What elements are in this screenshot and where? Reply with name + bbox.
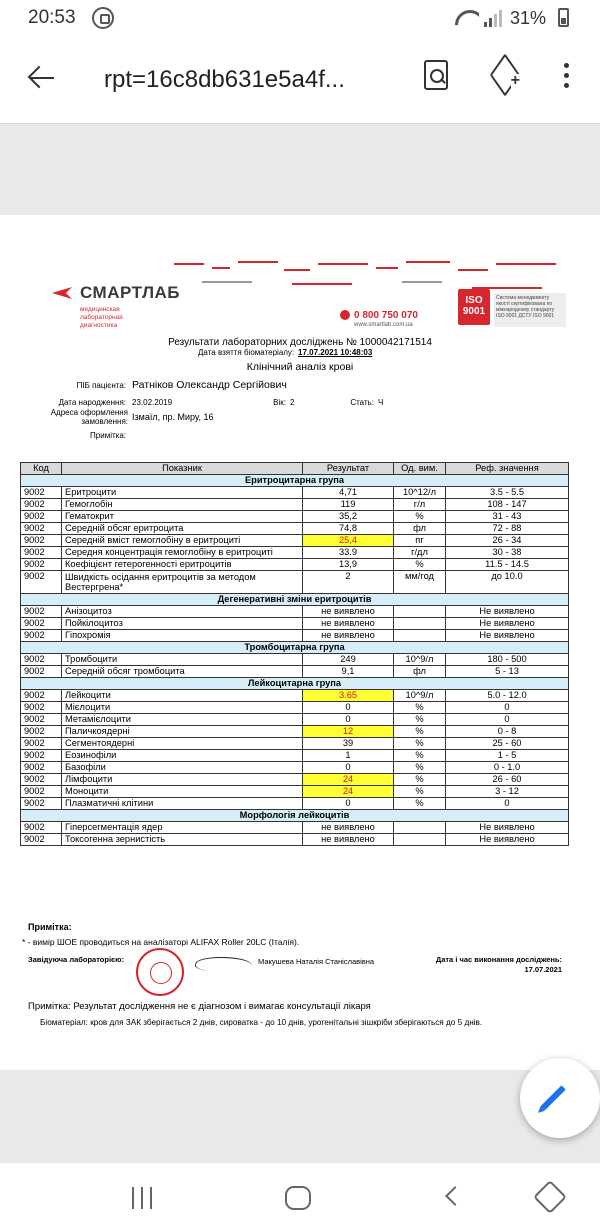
group-row-degen <box>21 594 569 606</box>
table-row <box>21 714 569 726</box>
dob-label: Дата народження: <box>58 398 126 407</box>
cell-unit: % <box>394 702 446 714</box>
cell-code: 9002 <box>21 666 62 678</box>
table-row <box>21 822 569 834</box>
cell-unit: % <box>394 559 446 571</box>
viber-icon <box>92 7 114 29</box>
battery-percent: 31% <box>510 8 547 28</box>
cell-ref: 31 - 43 <box>446 511 569 523</box>
cell-name: Гіперсегментація ядер <box>62 822 303 834</box>
document-page[interactable] <box>0 215 600 1070</box>
address-value: Ізмаїл, пр. Миру, 16 <box>132 412 214 422</box>
cell-code: 9002 <box>21 499 62 511</box>
group-title: Тромбоцитарна група <box>21 642 569 654</box>
cell-result: 74,8 <box>303 523 394 535</box>
cell-unit: % <box>394 726 446 738</box>
cell-code: 9002 <box>21 547 62 559</box>
cell-unit: фл <box>394 666 446 678</box>
system-nav-bar <box>0 1163 600 1232</box>
cell-unit <box>394 606 446 618</box>
cell-ref: Не виявлено <box>446 630 569 642</box>
home-icon[interactable] <box>285 1186 311 1210</box>
iso-description: Система менеджменту якості сертифікована по міжнародному стандарту ISO 9001 ДСТУ ISO 9001 <box>494 293 566 327</box>
header-code: Код <box>21 463 62 475</box>
bio-date-value: 17.07.2021 10:48:03 <box>298 348 373 357</box>
cell-result: 0 <box>303 762 394 774</box>
cell-code: 9002 <box>21 559 62 571</box>
cell-ref: 0 - 8 <box>446 726 569 738</box>
cell-ref: 11.5 - 14.5 <box>446 559 569 571</box>
lab-logo-name: СМАРТЛАБ <box>80 283 180 302</box>
patient-name-label: ПІБ пацієнта: <box>76 381 126 390</box>
group-title: Еритроцитарна група <box>21 475 569 487</box>
cell-code: 9002 <box>21 702 62 714</box>
cell-result: не виявлено <box>303 606 394 618</box>
cell-name: Гемоглобін <box>62 499 303 511</box>
recents-icon[interactable] <box>132 1187 154 1209</box>
cell-result: не виявлено <box>303 630 394 642</box>
age-label: Вік: <box>273 398 286 407</box>
cell-unit: г/л <box>394 499 446 511</box>
cell-unit: фл <box>394 523 446 535</box>
cell-code: 9002 <box>21 714 62 726</box>
cell-ref: Не виявлено <box>446 822 569 834</box>
cell-unit: % <box>394 798 446 810</box>
cell-result: 13,9 <box>303 559 394 571</box>
cell-ref: 0 - 1.0 <box>446 762 569 774</box>
app-bar <box>0 36 600 124</box>
group-row-erythro <box>21 475 569 487</box>
cell-code: 9002 <box>21 630 62 642</box>
table-row <box>21 606 569 618</box>
cell-result: 35,2 <box>303 511 394 523</box>
cell-ref: 30 - 38 <box>446 547 569 559</box>
cell-unit <box>394 618 446 630</box>
address-label: Адреса оформлення замовлення: <box>50 408 128 426</box>
table-row <box>21 487 569 499</box>
cell-unit: % <box>394 774 446 786</box>
table-row <box>21 726 569 738</box>
cell-ref: Не виявлено <box>446 606 569 618</box>
cell-unit: % <box>394 511 446 523</box>
sex-value: Ч <box>378 398 384 407</box>
group-row-morph <box>21 810 569 822</box>
cell-ref: 3.5 - 5.5 <box>446 487 569 499</box>
back-icon[interactable] <box>28 64 56 92</box>
cell-ref: 26 - 60 <box>446 774 569 786</box>
cell-name: Коефіцієнт гетерогенності еритроцитів <box>62 559 303 571</box>
header-indicator: Показник <box>62 463 303 475</box>
cell-unit <box>394 630 446 642</box>
table-row <box>21 666 569 678</box>
cell-ref: 3 - 12 <box>446 786 569 798</box>
cell-result: не виявлено <box>303 834 394 846</box>
cell-result-flagged: 25,4 <box>303 535 394 547</box>
cell-code: 9002 <box>21 774 62 786</box>
lab-stamp <box>136 948 184 996</box>
edit-fab-button[interactable] <box>520 1058 600 1138</box>
table-row <box>21 511 569 523</box>
cell-code: 9002 <box>21 750 62 762</box>
status-time: 20:53 <box>28 7 76 28</box>
cell-name: Еритроцити <box>62 487 303 499</box>
table-row <box>21 630 569 642</box>
cell-ref: Не виявлено <box>446 834 569 846</box>
cell-name: Тромбоцити <box>62 654 303 666</box>
cell-result: 1 <box>303 750 394 762</box>
notes-label: Примітка: <box>90 431 126 440</box>
cell-result: 0 <box>303 702 394 714</box>
search-doc-icon[interactable] <box>424 60 448 90</box>
cell-ref: 108 - 147 <box>446 499 569 511</box>
cell-result: 2 <box>303 571 394 594</box>
lab-website: www.smartlab.com.ua <box>354 322 413 328</box>
diagnosis-remark: Примітка: Результат дослідження не є діагнозом і вимагає консультації лікаря <box>28 1001 371 1012</box>
cell-ref: 180 - 500 <box>446 654 569 666</box>
cell-result: 4,71 <box>303 487 394 499</box>
cell-code: 9002 <box>21 654 62 666</box>
cell-unit: 10^9/л <box>394 654 446 666</box>
rotate-icon[interactable] <box>533 1180 567 1214</box>
cell-result: 0 <box>303 798 394 810</box>
cell-unit <box>394 822 446 834</box>
cell-ref: 72 - 88 <box>446 523 569 535</box>
cell-name: Плазматичні клітини <box>62 798 303 810</box>
cell-unit: % <box>394 714 446 726</box>
cell-ref: 5 - 13 <box>446 666 569 678</box>
cell-name: Мієлоцити <box>62 702 303 714</box>
cell-code: 9002 <box>21 571 62 594</box>
cell-result: не виявлено <box>303 618 394 630</box>
cell-unit: г/дл <box>394 547 446 559</box>
cell-name: Метамієлоцити <box>62 714 303 726</box>
table-row <box>21 654 569 666</box>
cell-code: 9002 <box>21 690 62 702</box>
completion-date: 17.07.2021 <box>524 965 562 974</box>
cell-code: 9002 <box>21 535 62 547</box>
cell-code: 9002 <box>21 511 62 523</box>
table-row <box>21 738 569 750</box>
patient-name: Ратніков Олександр Сергійович <box>132 379 287 391</box>
cell-unit: % <box>394 750 446 762</box>
completion-label: Дата і час виконання досліджень: <box>435 955 562 964</box>
cell-result-flagged: 24 <box>303 774 394 786</box>
logo-icon <box>52 285 74 301</box>
cell-name: Середній обсяг еритроцита <box>62 523 303 535</box>
notes-heading: Примітка: <box>28 922 72 932</box>
table-row <box>21 762 569 774</box>
table-row <box>21 774 569 786</box>
report-subtitle: Клінічний аналіз крові <box>246 361 354 373</box>
signature <box>195 953 255 975</box>
table-header-row <box>21 463 569 475</box>
phone-icon <box>340 310 350 320</box>
cell-unit: 10^9/л <box>394 690 446 702</box>
dob-value: 23.02.2019 <box>132 398 173 407</box>
group-row-leuko <box>21 678 569 690</box>
status-bar <box>0 0 600 36</box>
cell-ref: 25 - 60 <box>446 738 569 750</box>
group-title: Лейкоцитарна група <box>21 678 569 690</box>
cell-unit: 10^12/л <box>394 487 446 499</box>
group-title: Морфологія лейкоцитів <box>21 810 569 822</box>
cell-unit: мм/год <box>394 571 446 594</box>
more-icon[interactable] <box>564 63 570 89</box>
table-row <box>21 547 569 559</box>
footnote: * - вимір ШОЕ проводиться на аналізаторі ALIFAX Roller 20LC (Італія). <box>22 937 300 947</box>
back-nav-icon[interactable] <box>445 1186 465 1206</box>
cell-name: Анізоцитоз <box>62 606 303 618</box>
cell-code: 9002 <box>21 726 62 738</box>
header-reference: Реф. значення <box>446 463 569 475</box>
storage-note: Біоматеріал: кров для ЗАК зберігається 2 днів, сироватка - до 10 днів, урогенітальні зішкріби зберігаються до 5 днів. <box>40 1018 483 1027</box>
header-result: Результат <box>303 463 394 475</box>
cell-result: 33.9 <box>303 547 394 559</box>
cell-ref: 0 <box>446 702 569 714</box>
cell-unit: пг <box>394 535 446 547</box>
cell-name: Лейкоцити <box>62 690 303 702</box>
cell-result: 249 <box>303 654 394 666</box>
cell-name: Токсогенна зернистість <box>62 834 303 846</box>
cell-ref: 26 - 34 <box>446 535 569 547</box>
cell-name: Середня концентрація гемоглобіну в еритроциті <box>62 547 303 559</box>
cell-code: 9002 <box>21 618 62 630</box>
bio-date-label: Дата взяття біоматеріалу: <box>198 348 295 357</box>
cell-code: 9002 <box>21 834 62 846</box>
cell-result: 0 <box>303 714 394 726</box>
table-row <box>21 786 569 798</box>
table-row <box>21 690 569 702</box>
iso-badge-icon: ISO 9001 <box>458 289 490 325</box>
cell-result: 119 <box>303 499 394 511</box>
lab-head-label: Завідуюча лабораторією: <box>28 955 125 964</box>
cell-name: Базофіли <box>62 762 303 774</box>
cell-result: 39 <box>303 738 394 750</box>
cell-name: Пойкілоцитоз <box>62 618 303 630</box>
results-table <box>20 462 569 846</box>
group-row-thrombo <box>21 642 569 654</box>
lab-logo-tagline: медицинская лабораторная диагностика <box>80 306 123 329</box>
cell-name: Гіпохромія <box>62 630 303 642</box>
cell-name: Гематокрит <box>62 511 303 523</box>
cell-ref: до 10.0 <box>446 571 569 594</box>
cell-name: Сегментоядерні <box>62 738 303 750</box>
cell-code: 9002 <box>21 523 62 535</box>
cell-result-flagged: 3.65 <box>303 690 394 702</box>
cell-name: Моноцити <box>62 786 303 798</box>
cell-name: Середній обсяг тромбоцита <box>62 666 303 678</box>
cell-name: Еозинофіли <box>62 750 303 762</box>
cell-ref: 0 <box>446 714 569 726</box>
cell-name: Швидкість осідання еритроцитів за методом Вестергрена* <box>62 571 303 594</box>
cell-code: 9002 <box>21 606 62 618</box>
cell-ref: 0 <box>446 798 569 810</box>
cell-unit: % <box>394 786 446 798</box>
cell-unit: % <box>394 762 446 774</box>
cell-unit <box>394 834 446 846</box>
lab-head-name: Макушева Наталія Станіславівна <box>258 957 375 966</box>
table-row <box>21 618 569 630</box>
table-row <box>21 571 569 594</box>
cell-result: 9,1 <box>303 666 394 678</box>
age-value: 2 <box>290 398 295 407</box>
table-row <box>21 750 569 762</box>
cell-result-flagged: 24 <box>303 786 394 798</box>
table-row <box>21 559 569 571</box>
table-row <box>21 798 569 810</box>
table-row <box>21 499 569 511</box>
group-title: Дегенеративні зміни еритроцитів <box>21 594 569 606</box>
cell-name: Лімфоцити <box>62 774 303 786</box>
document-title: rpt=16c8db631e5a4f... <box>104 66 345 93</box>
cell-code: 9002 <box>21 786 62 798</box>
cell-ref: 1 - 5 <box>446 750 569 762</box>
cell-code: 9002 <box>21 738 62 750</box>
header-unit: Од. вим. <box>394 463 446 475</box>
cell-ref: 5.0 - 12.0 <box>446 690 569 702</box>
cell-code: 9002 <box>21 487 62 499</box>
cell-name: Паличкоядерні <box>62 726 303 738</box>
table-row <box>21 702 569 714</box>
cell-code: 9002 <box>21 798 62 810</box>
table-row <box>21 523 569 535</box>
wifi-icon <box>455 8 479 28</box>
cell-result: не виявлено <box>303 822 394 834</box>
sex-label: Стать: <box>350 398 374 407</box>
cell-unit: % <box>394 738 446 750</box>
cell-result-flagged: 12 <box>303 726 394 738</box>
cell-code: 9002 <box>21 762 62 774</box>
report-title: Результати лабораторних досліджень № 1000042171514 <box>168 337 432 348</box>
pencil-icon <box>540 1085 565 1110</box>
lab-phone: 0 800 750 070 <box>354 310 418 321</box>
table-row <box>21 834 569 846</box>
table-row <box>21 535 569 547</box>
signal-icon <box>484 10 504 27</box>
cell-code: 9002 <box>21 822 62 834</box>
cell-ref: Не виявлено <box>446 618 569 630</box>
battery-icon <box>558 8 569 27</box>
cell-name: Середній вміст гемоглобіну в еритроциті <box>62 535 303 547</box>
drive-add-icon[interactable]: + <box>490 60 520 88</box>
